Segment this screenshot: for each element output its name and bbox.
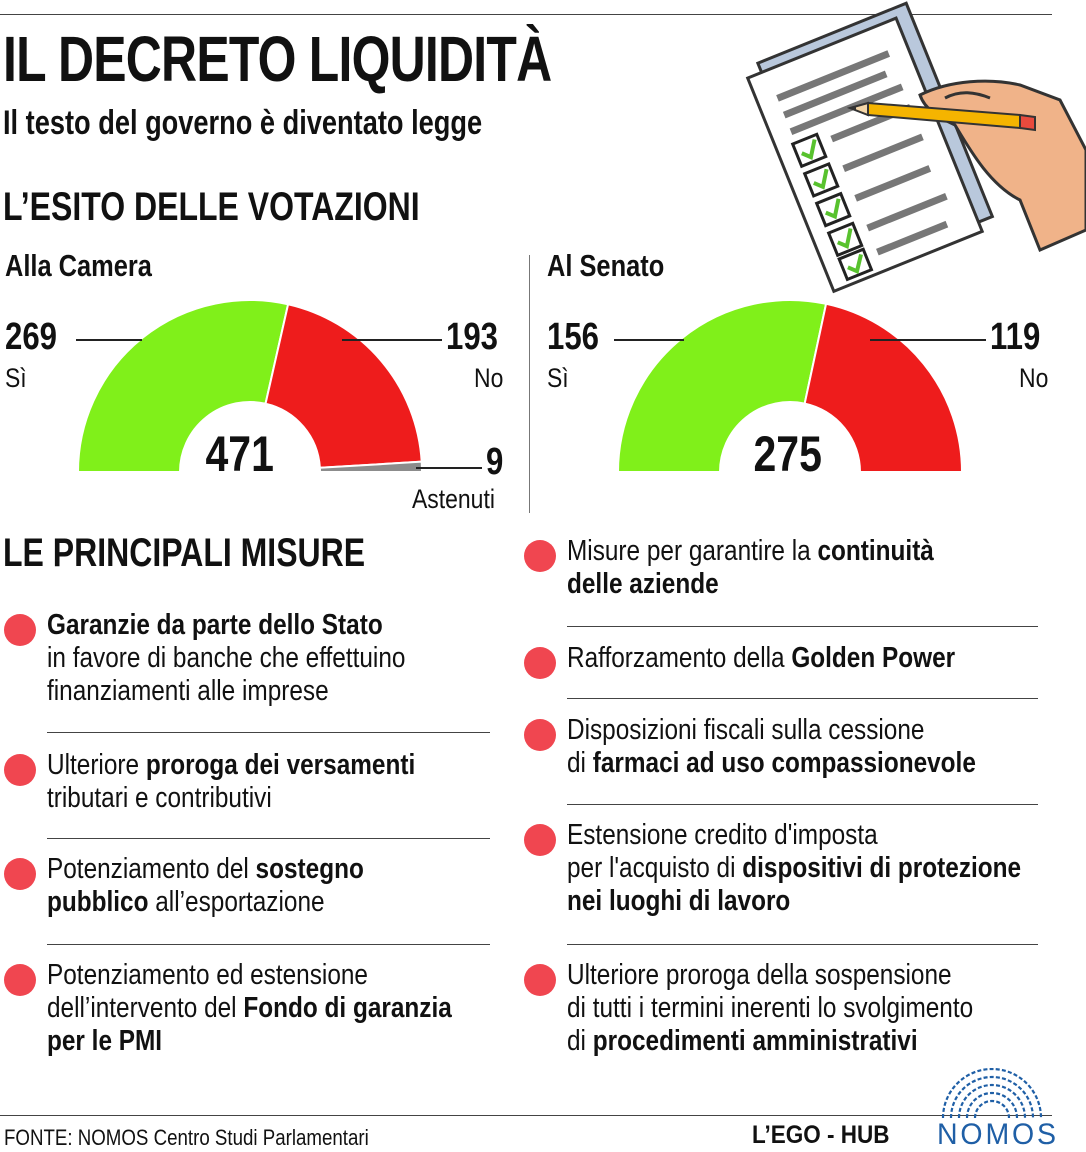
camera-abst-label: Astenuti xyxy=(412,484,495,514)
senato-heading: Al Senato xyxy=(547,248,665,283)
bullet-dot xyxy=(524,964,556,996)
measure-divider xyxy=(47,838,490,839)
bullet-dot xyxy=(4,964,36,996)
camera-total: 471 xyxy=(205,426,275,482)
camera-no-value: 193 xyxy=(446,316,498,358)
measure-divider xyxy=(47,944,490,945)
camera-no-leader xyxy=(342,339,442,341)
senato-si-leader xyxy=(614,339,684,341)
brand-label: L’EGO - HUB xyxy=(752,1121,890,1149)
camera-abst-value: 9 xyxy=(486,441,504,483)
measure-item: Estensione credito d'imposta per l'acquisto di dispositivi di protezione nei luoghi di lavoro xyxy=(567,819,1022,917)
camera-heading: Alla Camera xyxy=(5,248,152,283)
camera-si-label: Sì xyxy=(5,363,27,393)
camera-no-label: No xyxy=(474,363,504,393)
nomos-logo-text: NOMOS xyxy=(937,1118,1059,1151)
measures-section-title: LE PRINCIPALI MISURE xyxy=(3,531,366,575)
measure-item: Misure per garantire la continuità delle aziende xyxy=(567,535,934,600)
bullet-dot xyxy=(524,719,556,751)
measure-item: Ulteriore proroga dei versamenti tributari e contributivi xyxy=(47,749,416,814)
page-title: IL DECRETO LIQUIDITÀ xyxy=(3,23,552,95)
measure-item: Rafforzamento della Golden Power xyxy=(567,642,956,674)
checklist-pencil-icon xyxy=(690,0,1086,300)
footer-rule xyxy=(0,1115,1052,1116)
senato-si-value: 156 xyxy=(547,316,599,358)
bullet-dot xyxy=(524,647,556,679)
senato-no-value: 119 xyxy=(990,316,1041,358)
measure-item: Garanzie da parte dello Stato in favore di banche che effettuino finanziamenti alle imprese xyxy=(47,609,406,707)
parliament-hemicycle-icon xyxy=(937,1068,1047,1120)
measure-divider xyxy=(567,804,1038,805)
votes-section-title: L’ESITO DELLE VOTAZIONI xyxy=(3,185,420,229)
bullet-dot xyxy=(524,540,556,572)
page-subtitle: Il testo del governo è diventato legge xyxy=(3,104,483,142)
camera-si-leader xyxy=(76,339,142,341)
camera-abst-leader xyxy=(416,467,482,469)
senato-total: 275 xyxy=(753,426,823,482)
senato-no-label: No xyxy=(1019,363,1049,393)
measure-divider xyxy=(567,698,1038,699)
measure-divider xyxy=(567,944,1038,945)
measure-item: Ulteriore proroga della sospensione di tutti i termini inerenti lo svolgimento di procedimenti amministrativi xyxy=(567,959,974,1057)
senato-no-leader xyxy=(870,339,986,341)
bullet-dot xyxy=(4,858,36,890)
bullet-dot xyxy=(524,824,556,856)
measure-divider xyxy=(47,732,490,733)
column-divider xyxy=(529,255,530,513)
camera-si-value: 269 xyxy=(5,316,57,358)
bullet-dot xyxy=(4,614,36,646)
measure-item: Disposizioni fiscali sulla cessione di farmaci ad uso compassionevole xyxy=(567,714,976,779)
measure-divider xyxy=(567,626,1038,627)
source-note: FONTE: NOMOS Centro Studi Parlamentari xyxy=(4,1125,369,1150)
measure-item: Potenziamento del sostegno pubblico all’esportazione xyxy=(47,853,364,918)
senato-si-label: Sì xyxy=(547,363,569,393)
measure-item: Potenziamento ed estensione dell’intervento del Fondo di garanzia per le PMI xyxy=(47,959,452,1057)
bullet-dot xyxy=(4,754,36,786)
